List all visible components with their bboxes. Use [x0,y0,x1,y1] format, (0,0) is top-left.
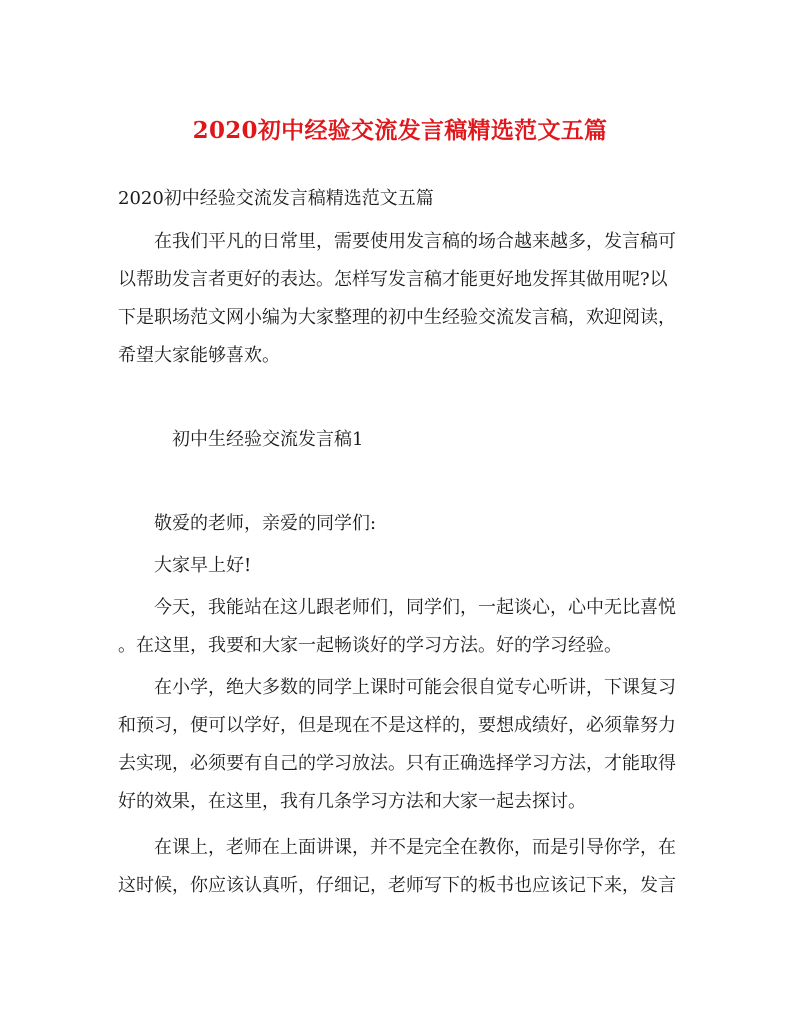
salutation: 敬爱的老师，亲爱的同学们: [154,513,377,534]
intro-line: 在我们平凡的日常里，需要使用发言稿的场合越来越多，发言稿可 [154,231,676,252]
paragraph-line: 今天，我能站在这儿跟老师们，同学们，一起谈心，心中无比喜悦 [154,597,676,618]
section-heading: 初中生经验交流发言稿1 [172,429,364,450]
paragraph-line: 好的效果，在这里，我有几条学习方法和大家一起去探讨。 [118,791,586,812]
paragraph-line: 在课上，老师在上面讲课，并不是完全在教你，而是引导你学，在 [154,837,676,858]
intro-line: 下是职场范文网小编为大家整理的初中生经验交流发言稿，欢迎阅读， [118,307,676,328]
paragraph-line: 和预习，便可以学好，但是现在不是这样的，要想成绩好，必须靠努力 [118,715,676,736]
paragraph-line: 这时候，你应该认真听，仔细记，老师写下的板书也应该记下来，发言 [118,875,676,896]
greeting: 大家早上好! [154,555,252,576]
paragraph-line: 。在这里，我要和大家一起畅谈好的学习方法。好的学习经验。 [118,635,622,656]
paragraph-line: 去实现，必须要有自己的学习放法。只有正确选择学习方法，才能取得 [118,753,676,774]
paragraph-line: 在小学，绝大多数的同学上课时可能会很自觉专心听讲，下课复习 [154,677,676,698]
intro-line: 希望大家能够喜欢。 [118,345,280,366]
document-subtitle: 2020初中经验交流发言稿精选范文五篇 [118,188,434,209]
document-title: 2020初中经验交流发言稿精选范文五篇 [192,117,608,144]
intro-line: 以帮助发言者更好的表达。怎样写发言稿才能更好地发挥其做用呢?以 [118,269,668,290]
